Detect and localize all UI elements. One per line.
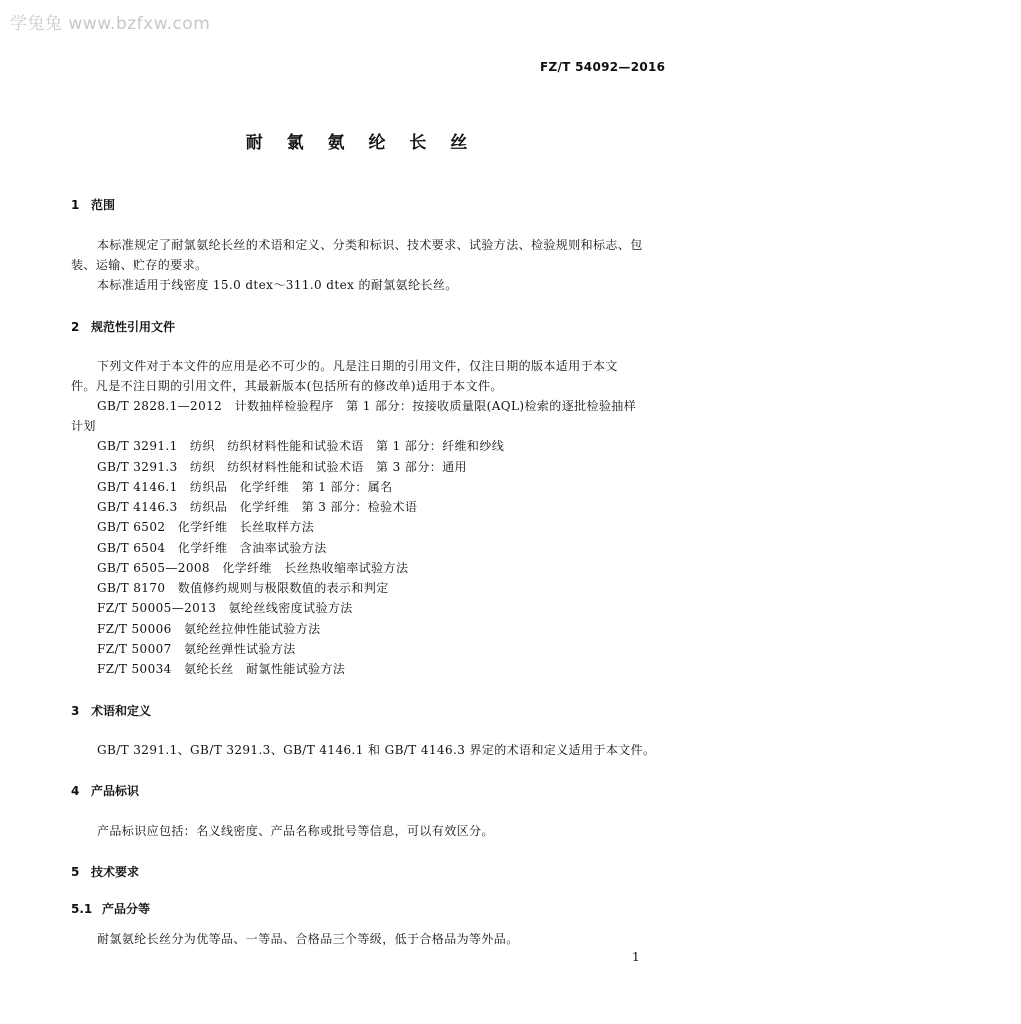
section-2-heading [71, 318, 175, 335]
paragraph: 耐氯氨纶长丝分为优等品、一等品、合格品三个等级，低于合格品为等外品。 [97, 932, 519, 946]
reference-item: FZ/T 50005—2013 氨纶丝线密度试验方法 [97, 601, 353, 615]
section-number: 3 [71, 704, 80, 718]
paragraph: GB/T 3291.1、GB/T 3291.3、GB/T 4146.1 和 GB/T 4146.3 界定的术语和定义适用于本文件。 [97, 743, 656, 757]
reference-item: GB/T 3291.3 纺织 纺织材料性能和试验术语 第 3 部分：通用 [97, 460, 467, 474]
section-title: 产品分等 [102, 902, 151, 916]
section-4-heading [71, 782, 139, 799]
section-number: 5.1 [71, 902, 93, 916]
reference-item: GB/T 3291.1 纺织 纺织材料性能和试验术语 第 1 部分：纤维和纱线 [97, 439, 505, 453]
section-number: 2 [71, 320, 80, 334]
page-number: 1 [632, 950, 640, 964]
watermark: 学兔兔 www.bzfxw.com [10, 14, 211, 34]
section-1-heading [71, 196, 115, 213]
section-title: 产品标识 [91, 784, 140, 798]
reference-item: GB/T 4146.1 纺织品 化学纤维 第 1 部分：属名 [97, 480, 393, 494]
subsection-5-1-heading [71, 900, 150, 917]
reference-item: FZ/T 50034 氨纶长丝 耐氯性能试验方法 [97, 662, 346, 676]
section-number: 5 [71, 865, 80, 879]
reference-item: GB/T 2828.1—2012 计数抽样检验程序 第 1 部分：按接收质量限(AQL)检索的逐批检验抽样 [97, 399, 637, 413]
section-title: 规范性引用文件 [91, 320, 176, 334]
section-number: 1 [71, 198, 80, 212]
reference-item: FZ/T 50007 氨纶丝弹性试验方法 [97, 642, 296, 656]
section-3-heading [71, 702, 151, 719]
section-title: 范围 [91, 198, 116, 212]
paragraph: 本标准规定了耐氯氨纶长丝的术语和定义、分类和标识、技术要求、试验方法、检验规则和标志、包 [97, 238, 643, 252]
paragraph: 装、运输、贮存的要求。 [71, 258, 208, 272]
section-title: 技术要求 [91, 865, 140, 879]
section-title: 术语和定义 [91, 704, 152, 718]
reference-item: 计划 [71, 419, 96, 433]
standard-code: FZ/T 54092—2016 [540, 60, 666, 74]
reference-item: GB/T 6505—2008 化学纤维 长丝热收缩率试验方法 [97, 561, 409, 575]
paragraph: 下列文件对于本文件的应用是必不可少的。凡是注日期的引用文件，仅注日期的版本适用于本文 [97, 359, 618, 373]
document-title: 耐 氯 氨 纶 长 丝 [245, 133, 477, 153]
section-5-heading [71, 863, 139, 880]
reference-item: GB/T 8170 数值修约规则与极限数值的表示和判定 [97, 581, 389, 595]
reference-item: FZ/T 50006 氨纶丝拉伸性能试验方法 [97, 622, 321, 636]
paragraph: 本标准适用于线密度 15.0 dtex～311.0 dtex 的耐氯氨纶长丝。 [97, 278, 458, 292]
paragraph: 件。凡是不注日期的引用文件，其最新版本(包括所有的修改单)适用于本文件。 [71, 379, 503, 393]
paragraph: 产品标识应包括：名义线密度、产品名称或批号等信息，可以有效区分。 [97, 824, 494, 838]
reference-item: GB/T 6502 化学纤维 长丝取样方法 [97, 520, 315, 534]
reference-item: GB/T 6504 化学纤维 含油率试验方法 [97, 541, 327, 555]
section-number: 4 [71, 784, 80, 798]
reference-item: GB/T 4146.3 纺织品 化学纤维 第 3 部分：检验术语 [97, 500, 418, 514]
